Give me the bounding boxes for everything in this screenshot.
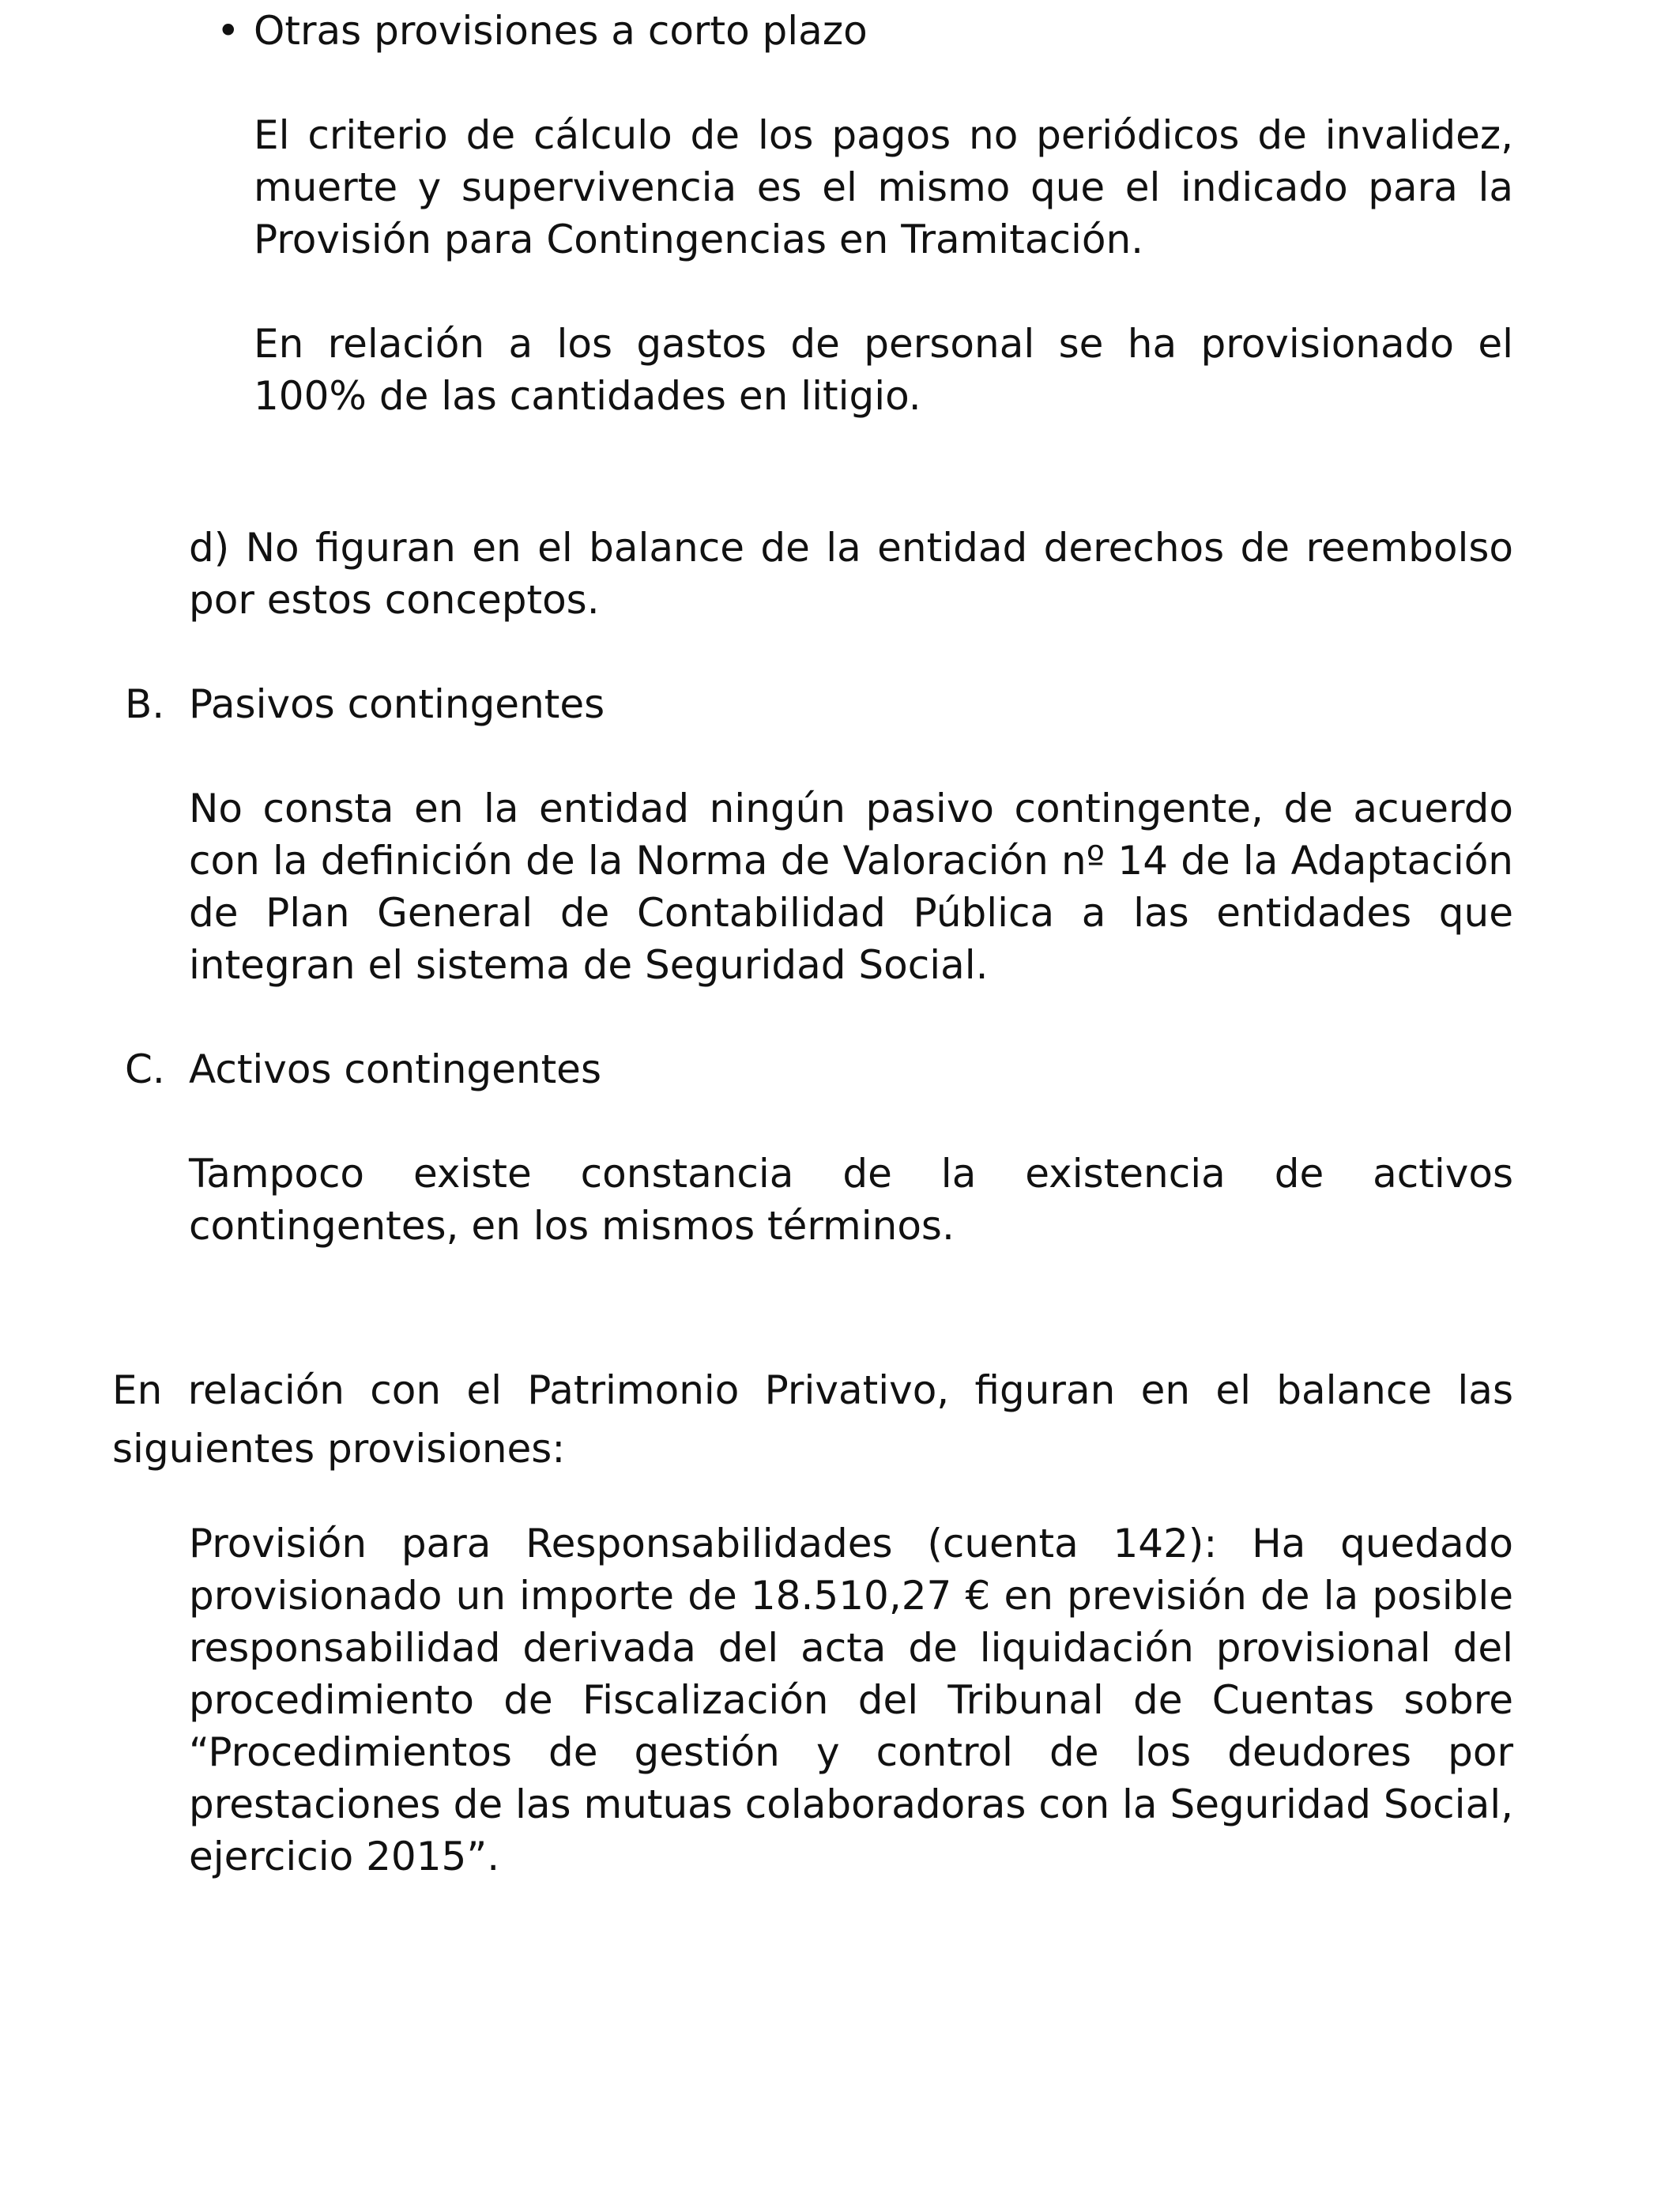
section-b-title: Pasivos contingentes (189, 681, 605, 727)
item-d-paragraph: d) No figuran en el balance de la entidad derechos de reembolso por estos conceptos. (189, 525, 1513, 623)
section-c-title: Activos contingentes (189, 1046, 601, 1092)
bullet-paragraph-criterio: El criterio de cálculo de los pagos no periódicos de invalidez, muerte y supervivencia es el mismo que el indicado para la Provisión para Contingencias en Tramitación. (254, 112, 1513, 262)
bullet-text: Otras provisiones a corto plazo (254, 8, 868, 54)
bullet-item (0, 5, 1680, 57)
patrimonio-intro: En relación con el Patrimonio Privativo, figuran en el balance las siguientes provisiones: (112, 1367, 1513, 1472)
bullet-paragraph-gastos-personal: En relación a los gastos de personal se ha provisionado el 100% de las cantidades en litigio. (254, 321, 1513, 419)
provision-responsabilidades: Provisión para Responsabilidades (cuenta 142): Ha quedado provisionado un importe de 18.510,27 € en previsión de la posible responsabilidad derivada del acta de liquidación provisional del procedimiento de Fiscalización del Tribunal de Cuentas sobre “Procedimientos de gestión y control de los deudores por prestaciones de las mutuas colaboradoras con la Seguridad Social, ejercicio 2015”. (189, 1521, 1513, 1879)
section-b-heading (0, 678, 1680, 730)
section-c-body: Tampoco existe constancia de la existencia de activos contingentes, en los mismos términos. (189, 1151, 1513, 1249)
section-c-letter: C. (125, 1046, 165, 1092)
bullet-icon: • (217, 8, 240, 54)
section-b-letter: B. (125, 681, 165, 727)
section-b-body: No consta en la entidad ningún pasivo contingente, de acuerdo con la definición de la Norma de Valoración nº 14 de la Adaptación de Plan General de Contabilidad Pública a las entidades que integran el sistema de Seguridad Social. (189, 786, 1513, 988)
section-c-heading (0, 1043, 1680, 1095)
